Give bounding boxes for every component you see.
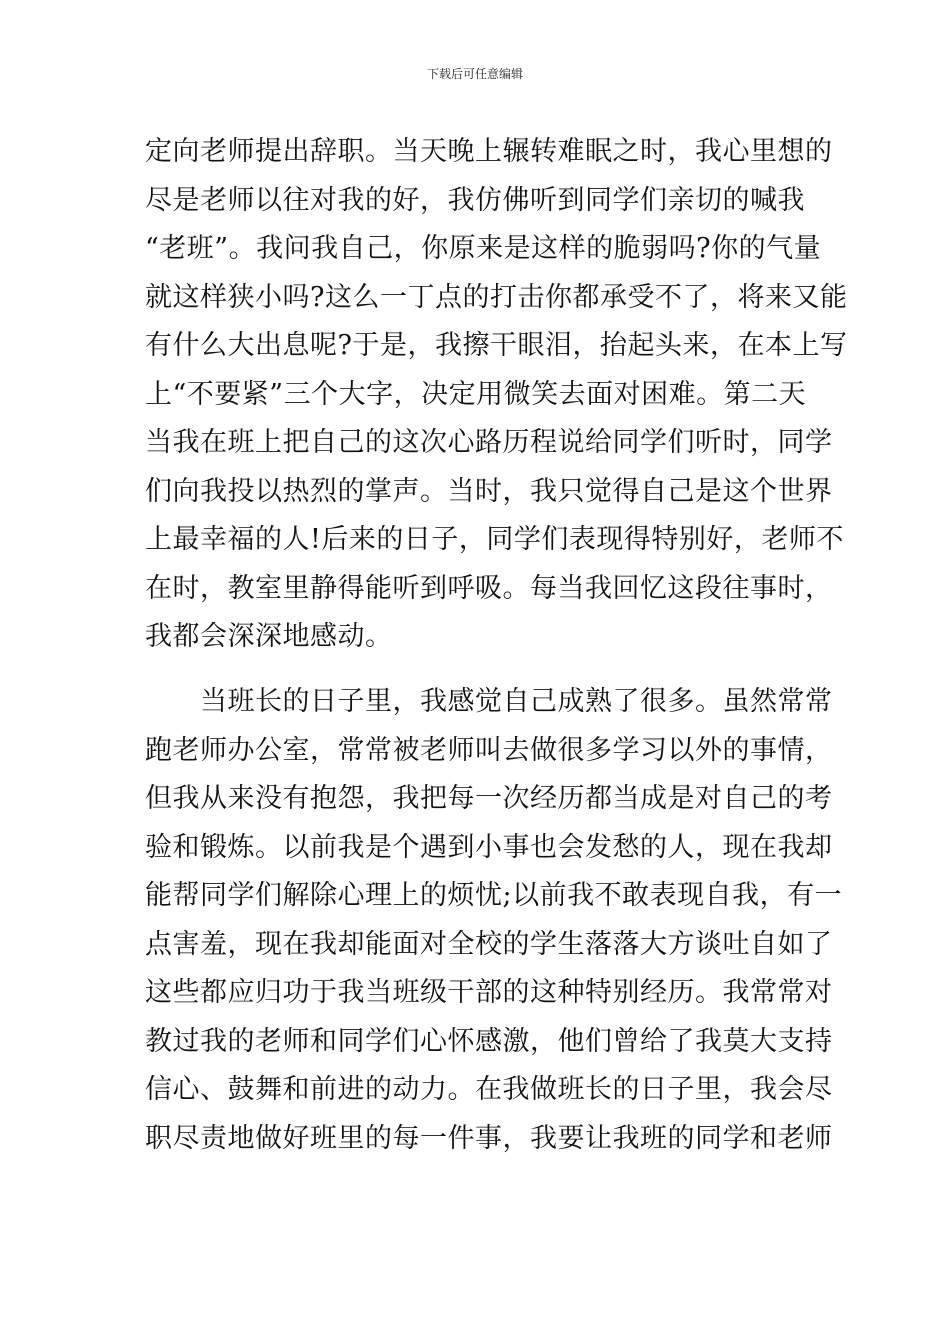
text-line: 信心、鼓舞和前进的动力。在我做班长的日子里，我会尽 bbox=[145, 1074, 833, 1105]
text-line: 当我在班上把自己的这次心路历程说给同学们听时，同学 bbox=[145, 427, 833, 458]
text-line: “老班”。我问我自己，你原来是这样的脆弱吗?你的气量 bbox=[145, 233, 822, 264]
text-line: 能帮同学们解除心理上的烦忧;以前我不敢表现自我，有一 bbox=[145, 880, 843, 911]
text-line: 上“不要紧”三个大字，决定用微笑去面对困难。第二天 bbox=[145, 378, 807, 410]
text-line: 但我从来没有抱怨，我把每一次经历都当成是对自己的考 bbox=[145, 783, 833, 814]
text-line: 有什么大出息呢?于是，我擦干眼泪，抬起头来，在本上写 bbox=[145, 330, 848, 361]
text-line: 这些都应归功于我当班级干部的这种特别经历。我常常对 bbox=[145, 977, 833, 1008]
text-line: 跑老师办公室，常常被老师叫去做很多学习以外的事情， bbox=[145, 734, 833, 766]
text-line: 点害羞，现在我却能面对全校的学生落落大方谈吐自如了 bbox=[145, 928, 833, 960]
text-line: 职尽责地做好班里的每一件事，我要让我班的同学和老师 bbox=[145, 1122, 833, 1154]
text-line: 教过我的老师和同学们心怀感激，他们曾给了我莫大支持 bbox=[145, 1025, 833, 1057]
paragraph-2 bbox=[145, 678, 843, 1163]
text-line: 就这样狭小吗?这么一丁点的打击你都承受不了，将来又能 bbox=[145, 281, 848, 313]
text-line: 当班长的日子里，我感觉自己成熟了很多。虽然常常 bbox=[145, 686, 833, 717]
text-line: 我都会深深地感动。 bbox=[145, 621, 393, 652]
text-line: 上最幸福的人!后来的日子，同学们表现得特别好，老师不 bbox=[145, 524, 844, 555]
text-line: 验和锻炼。以前我是个遇到小事也会发愁的人，现在我却 bbox=[145, 831, 833, 863]
page-header: 下载后可任意编辑 bbox=[426, 67, 523, 81]
text-line: 在时，教室里静得能听到呼吸。每当我回忆这段往事时， bbox=[145, 572, 833, 604]
text-line: 尽是老师以往对我的好，我仿佛听到同学们亲切的喊我 bbox=[145, 184, 805, 216]
text-line: 们向我投以热烈的掌声。当时，我只觉得自己是这个世界 bbox=[145, 475, 833, 507]
paragraph-1 bbox=[145, 128, 848, 662]
text-line: 定向老师提出辞职。当天晚上辗转难眠之时，我心里想的 bbox=[145, 136, 833, 167]
